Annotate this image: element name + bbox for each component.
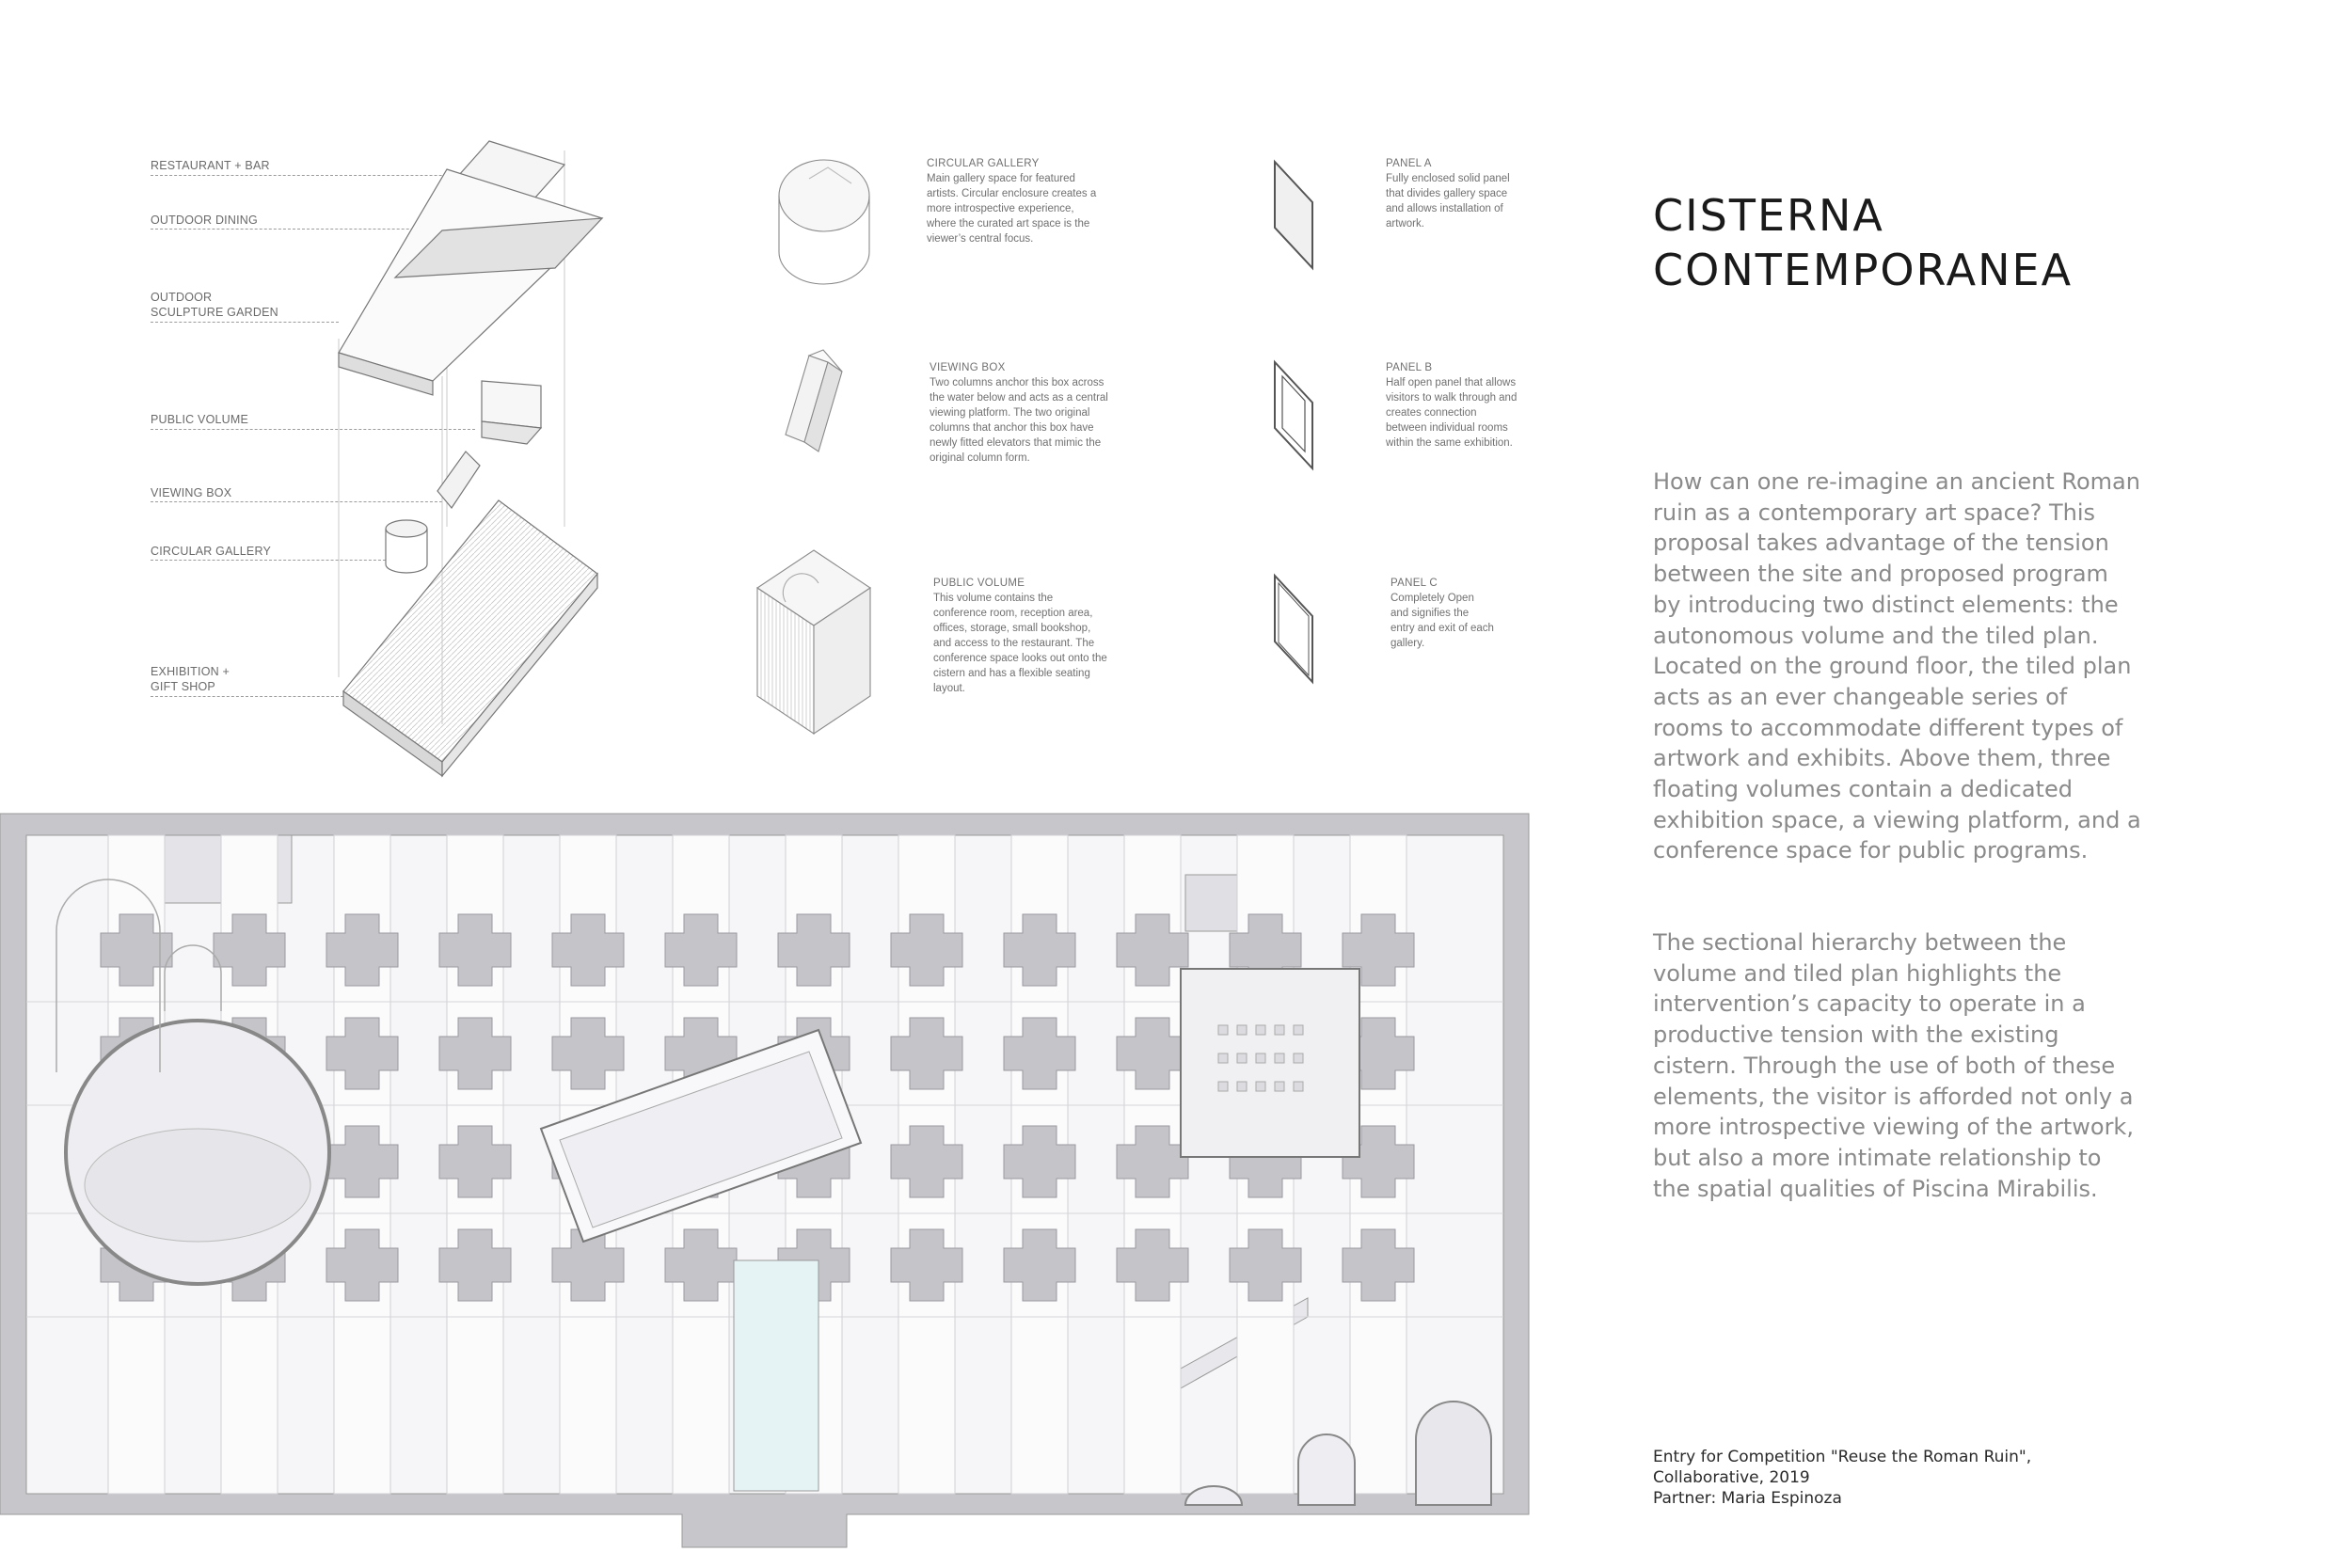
exploded-axonometric: [339, 141, 602, 776]
caption-public-volume: [933, 576, 1107, 696]
caption-text: Fully enclosed solid panel that divides gallery space and allows installation of artwork.: [1386, 173, 1510, 230]
caption-title: PANEL C: [1391, 578, 1438, 589]
caption-text: Half open panel that allows visitors to walk through and creates connection between individual rooms within the same exhibition.: [1386, 377, 1518, 449]
caption-title: CIRCULAR GALLERY: [927, 158, 1040, 169]
caption-text: Two columns anchor this box across the water below and acts as a central viewing platform. The two original columns that anchor this box have newly fitted elevators that mimic the original column form.: [930, 377, 1108, 464]
credit-line-partner: Partner: Maria Espinoza: [1653, 1489, 1842, 1508]
project-title: CISTERNA CONTEMPORANEA: [1653, 190, 2074, 295]
axon-label-sculpture-garden: OUTDOOR SCULPTURE GARDEN: [151, 291, 278, 319]
caption-panel-c: [1391, 576, 1494, 651]
section-perspective: [0, 814, 1529, 1547]
caption-viewing-box: [930, 360, 1108, 466]
axon-label-public-volume: PUBLIC VOLUME: [151, 413, 249, 426]
panel-b-icon: [1275, 362, 1312, 468]
caption-text: This volume contains the conference room, reception area, offices, storage, small bookshop, and access to the restaurant. The conference space looks out onto the cistern and has a flexible seating layout.: [933, 593, 1107, 694]
axon-label-circular-gallery: CIRCULAR GALLERY: [151, 545, 272, 558]
credit-line-competition: Entry for Competition "Reuse the Roman Ruin",: [1653, 1448, 2032, 1466]
caption-text: Completely Open and signifies the entry and exit of each gallery.: [1391, 593, 1494, 649]
caption-title: VIEWING BOX: [930, 362, 1006, 373]
axon-label-viewing-box: VIEWING BOX: [151, 486, 232, 499]
description-paragraph-1: How can one re-imagine an ancient Roman ruin as a contemporary art space? This proposal takes advantage of the tension between the site and proposed program by introducing two distinct elements: the autonomous volume and the tiled plan. Located on the ground floor, the tiled plan acts as an ever changeable series of rooms to accommodate different types of artwork and exhibits. Above them, three floating volumes contain a dedicated exhibition space, a viewing platform, and a conference space for public programs.: [1653, 468, 2141, 864]
credit-line-year: Collaborative, 2019: [1653, 1468, 1810, 1487]
caption-panel-b: [1386, 360, 1518, 451]
caption-title: PUBLIC VOLUME: [933, 578, 1025, 589]
caption-panel-a: [1386, 156, 1518, 231]
axon-label-outdoor-dining: OUTDOOR DINING: [151, 214, 258, 227]
description-paragraph-2: The sectional hierarchy between the volume and tiled plan highlights the intervention’s capacity to operate in a productive tension with the existing cistern. Through the use of both of these elements, the visitor is afforded not only a more introspective viewing of the artwork, but also a more intimate relationship to the spatial qualities of Piscina Mirabilis.: [1653, 929, 2134, 1202]
public-volume-icon: [757, 550, 870, 734]
viewing-box-icon: [786, 350, 842, 451]
caption-title: PANEL B: [1386, 362, 1433, 373]
circular-gallery-icon: [779, 160, 869, 284]
caption-text: Main gallery space for featured artists. Circular enclosure creates a more introspective experience, where the curated art space is the viewer’s central focus.: [927, 173, 1097, 245]
panel-a-icon: [1275, 162, 1312, 268]
axon-label-restaurant: RESTAURANT + BAR: [151, 159, 270, 172]
caption-title: PANEL A: [1386, 158, 1432, 169]
axon-label-exhibition: EXHIBITION + GIFT SHOP: [151, 665, 230, 693]
caption-circular-gallery: [927, 156, 1105, 246]
panel-c-icon: [1275, 576, 1312, 682]
